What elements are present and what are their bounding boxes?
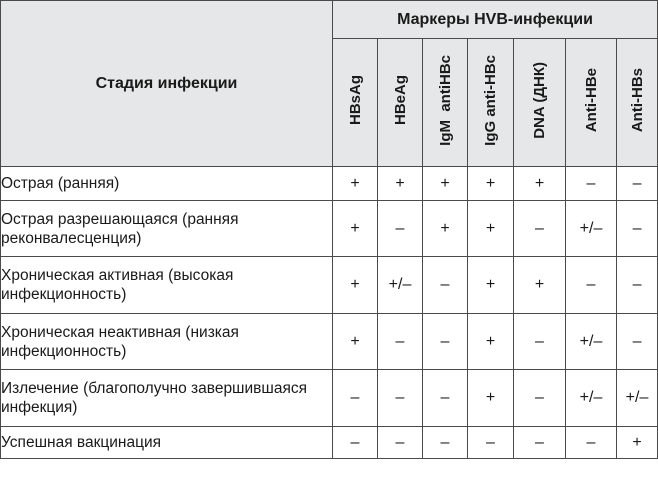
value-cell: –	[514, 370, 566, 427]
value-cell: +/–	[566, 370, 617, 427]
table-row	[1, 167, 658, 201]
value-cell: –	[566, 167, 617, 201]
stage-cell: Хроническая неактивная (низкая инфекционность)	[1, 314, 333, 370]
value-cell: –	[423, 257, 468, 314]
marker-header-hbeag	[378, 39, 423, 167]
value-cell: +	[468, 201, 514, 257]
value-cell: –	[468, 427, 514, 459]
marker-header-anti-hbs	[617, 39, 658, 167]
stage-cell: Острая разрешающаяся (ранняя реконвалесценция)	[1, 201, 333, 257]
table-row	[1, 427, 658, 459]
value-cell: +	[423, 167, 468, 201]
stage-cell: Хроническая активная (высокая инфекционность)	[1, 257, 333, 314]
value-cell: +	[333, 314, 378, 370]
value-cell: –	[617, 314, 658, 370]
value-cell: –	[617, 167, 658, 201]
stage-cell: Успешная вакцинация	[1, 427, 333, 459]
marker-label: HBeAg	[391, 74, 409, 125]
value-cell: +/–	[566, 314, 617, 370]
stage-column-header: Стадия инфекции	[1, 1, 333, 167]
value-cell: +	[333, 201, 378, 257]
marker-label: DNA (ДНК)	[531, 61, 548, 139]
value-cell: –	[617, 257, 658, 314]
markers-group-header: Маркеры HVB-инфекции	[333, 1, 658, 39]
value-cell: +	[468, 257, 514, 314]
value-cell: +	[423, 201, 468, 257]
value-cell: –	[333, 427, 378, 459]
value-cell: +	[514, 257, 566, 314]
table-row	[1, 370, 658, 427]
value-cell: –	[423, 314, 468, 370]
value-cell: –	[617, 201, 658, 257]
table-row	[1, 314, 658, 370]
marker-label: IgG anti-HBc	[482, 54, 499, 146]
marker-header-anti-hbe	[566, 39, 617, 167]
value-cell: +	[378, 167, 423, 201]
table-row	[1, 201, 658, 257]
stage-cell: Излечение (благополучно завершившаяся инфекция)	[1, 370, 333, 427]
value-cell: +	[468, 314, 514, 370]
marker-header-igm-antihbc	[423, 39, 468, 167]
value-cell: +/–	[378, 257, 423, 314]
marker-label: Anti-HBs	[628, 67, 646, 133]
value-cell: +	[514, 167, 566, 201]
table-row	[1, 257, 658, 314]
value-cell: –	[566, 257, 617, 314]
value-cell: –	[514, 201, 566, 257]
value-cell: –	[378, 370, 423, 427]
value-cell: –	[514, 314, 566, 370]
value-cell: –	[378, 201, 423, 257]
marker-header-hbsag	[333, 39, 378, 167]
value-cell: +	[617, 427, 658, 459]
value-cell: –	[423, 427, 468, 459]
stage-cell: Острая (ранняя)	[1, 167, 333, 201]
value-cell: –	[514, 427, 566, 459]
value-cell: +/–	[566, 201, 617, 257]
marker-header-igg-antihbc	[468, 39, 514, 167]
value-cell: +	[333, 167, 378, 201]
marker-label: Anti-HBe	[582, 67, 600, 133]
value-cell: –	[566, 427, 617, 459]
value-cell: –	[378, 314, 423, 370]
value-cell: –	[378, 427, 423, 459]
value-cell: –	[333, 370, 378, 427]
marker-label: IgM antiHBc	[436, 54, 454, 146]
value-cell: +/–	[617, 370, 658, 427]
value-cell: +	[468, 167, 514, 201]
marker-header-dna	[514, 39, 566, 167]
value-cell: –	[423, 370, 468, 427]
value-cell: +	[468, 370, 514, 427]
marker-label: HBsAg	[346, 74, 364, 125]
value-cell: +	[333, 257, 378, 314]
